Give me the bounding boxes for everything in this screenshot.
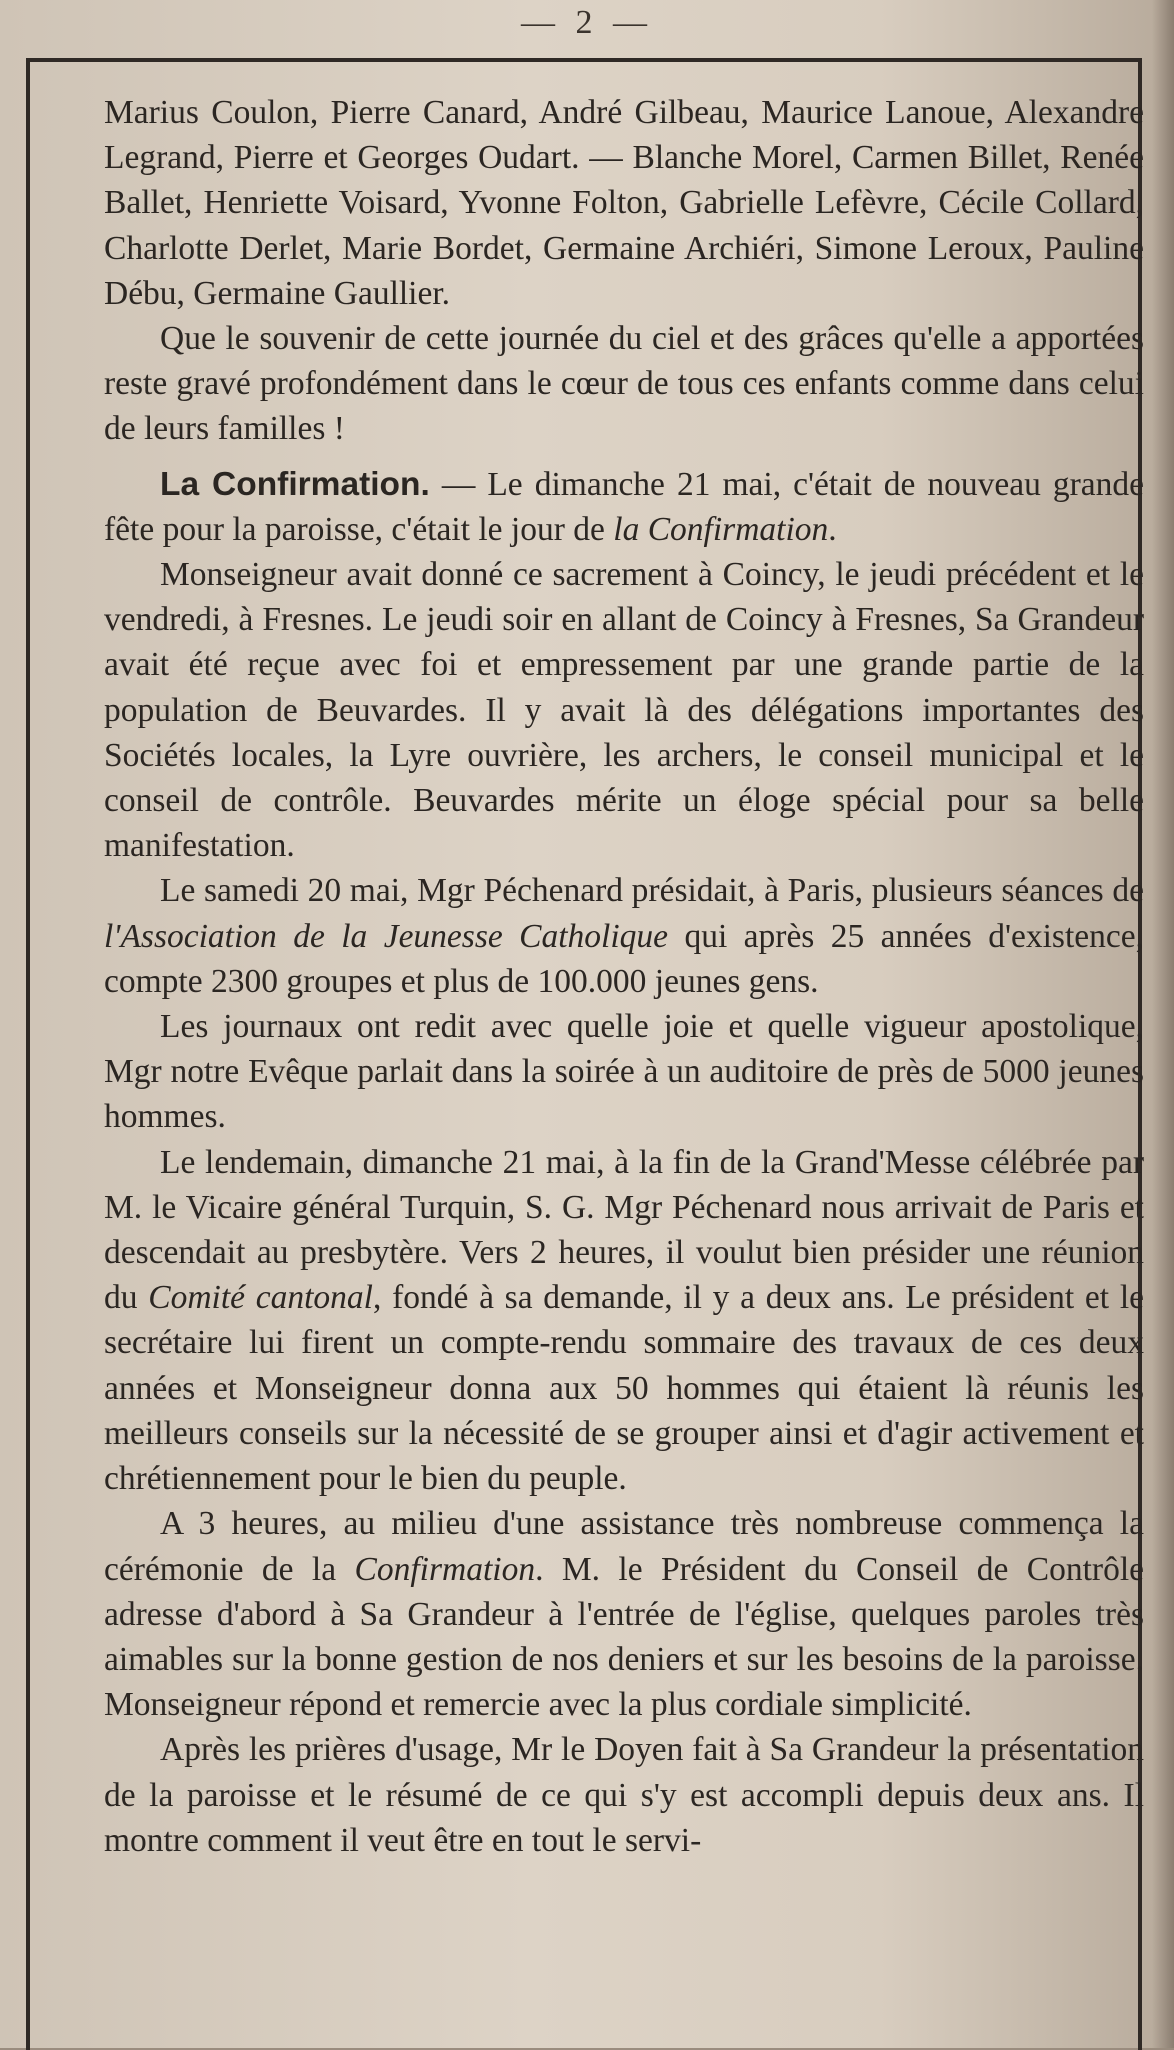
page-edge-shadow bbox=[1152, 0, 1174, 2048]
text-run: A 3 heures, au milieu d'une assistance très nombreuse commença la cérémonie de la bbox=[104, 1505, 1144, 1588]
section-heading: La Confirmation. bbox=[160, 465, 430, 503]
paragraph-name-list: Marius Coulon, Pierre Canard, André Gilbeau, Maurice Lanoue, Alexandre Legrand, Pierre et Georges Oudart. — Blanche Morel, Carmen Billet, Renée Ballet, Henriette Voisard, Yvonne Folton, Gabrielle Lefèvre, Cécile Collard, Charlotte Derlet, Marie Bordet, Germaine Archiéri, Simone Leroux, Pauline Débu, Germaine Gaullier. bbox=[104, 94, 1144, 312]
paragraph-ceremonie bbox=[104, 1501, 1144, 1727]
text-run: Le samedi 20 mai, Mgr Péchenard présidait, à Paris, plusieurs séances de bbox=[160, 872, 1144, 910]
italic-run: l'Association de la Jeunesse Catholique bbox=[104, 917, 669, 955]
text-run: — Le dimanche 21 mai, c'était de nouveau grande fête pour la paroisse, c'était le jour de bbox=[104, 465, 1144, 548]
paragraph-lendemain bbox=[104, 1140, 1144, 1502]
text-run: . bbox=[828, 510, 837, 548]
paragraph-souvenir: Que le souvenir de cette journée du ciel et des grâces qu'elle a apportées reste gravé profondément dans le cœur de tous ces enfants comme dans celui de leurs familles ! bbox=[104, 320, 1144, 448]
paragraph-confirmation-intro bbox=[104, 462, 1144, 552]
body-text bbox=[104, 90, 1144, 1863]
text-run: Le lendemain, dimanche 21 mai, à la fin de la Grand'Messe célébrée par M. le Vicaire général Turquin, S. G. Mgr Péchenard nous arrivait de Paris et descendait au presbytère. Vers 2 heures, il voulut bien présider une réunion du bbox=[104, 1143, 1144, 1317]
italic-run: Comité cantonal bbox=[148, 1279, 373, 1317]
paragraph-samedi bbox=[104, 868, 1144, 1004]
italic-run: Confirmation bbox=[354, 1550, 536, 1588]
italic-run: la Confirmation bbox=[613, 510, 829, 548]
text-run: . M. le Président du Conseil de Contrôle adresse d'abord à Sa Grandeur à l'entrée de l'église, quelques paroles très aimables sur la bonne gestion de nos deniers et sur les besoins de la paroisse. Monseigneur répond et remercie avec la plus cordiale simplicité. bbox=[104, 1550, 1145, 1724]
text-run: , fondé à sa demande, il y a deux ans. Le président et le secrétaire lui firent un compte-rendu sommaire des travaux de ces deux années et Monseigneur donna aux 50 hommes qui étaient là réunis les meilleurs conseils sur la nécessité de se grouper ainsi et d'agir activement et chrétiennement pour le bien du peuple. bbox=[104, 1279, 1144, 1498]
paragraph-journaux: Les journaux ont redit avec quelle joie et quelle vigueur apostolique, Mgr notre Evêque parlait dans la soirée à un auditoire de près de 5000 jeunes hommes. bbox=[104, 1008, 1144, 1136]
text-run: qui après 25 années d'existence, compte 2300 groupes et plus de 100.000 jeunes gens. bbox=[104, 917, 1144, 1000]
page-number: — 2 — bbox=[521, 4, 653, 41]
paragraph-coincy-fresnes: Monseigneur avait donné ce sacrement à Coincy, le jeudi précédent et le vendredi, à Fresnes. Le jeudi soir en allant de Coincy à Fresnes, Sa Grandeur avait été reçue avec foi et empressement par une grande partie de la population de Beuvardes. Il y avait là des délégations importantes des Sociétés locales, la Lyre ouvrière, les archers, le conseil municipal et le conseil de contrôle. Beuvardes mérite un éloge spécial pour sa belle manifestation. bbox=[104, 556, 1144, 865]
paragraph-prieres: Après les prières d'usage, Mr le Doyen fait à Sa Grandeur la présentation de la paroisse et le résumé de ce qui s'y est accompli depuis deux ans. Il montre comment il veut être en tout le servi- bbox=[104, 1731, 1144, 1859]
